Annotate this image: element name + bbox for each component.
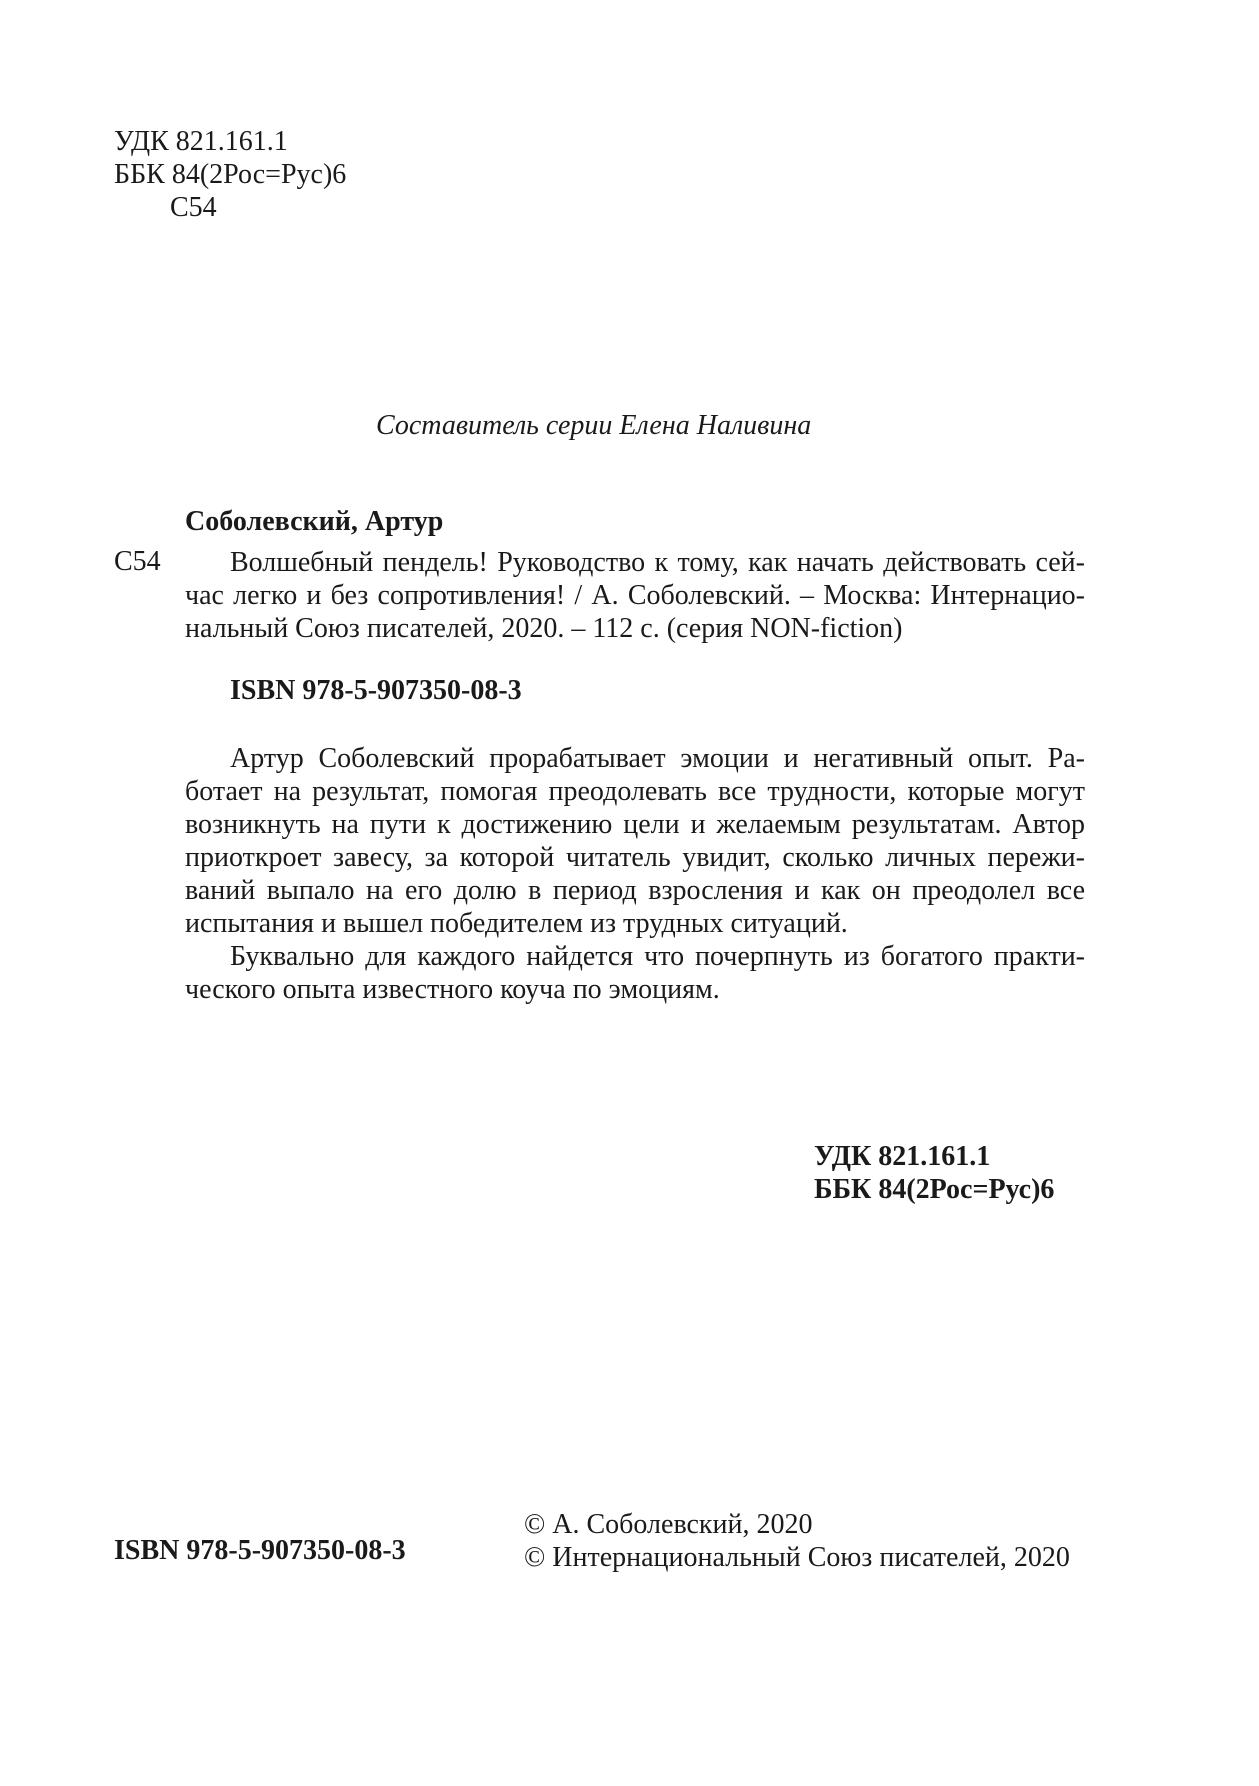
annotation-line: ческого опыта известного коуча по эмоциям.: [185, 974, 720, 1005]
top-author-code: С54: [170, 192, 217, 223]
top-bbk: ББК 84(2Рос=Рус)6: [114, 159, 347, 190]
annotation: [185, 742, 1085, 1006]
top-udk: УДК 821.161.1: [114, 126, 288, 157]
annotation-line: Буквально для каждого найдется что почерпнуть из богатого практи-: [230, 941, 1085, 972]
annotation-line: испытания и вышел победителем из трудных ситуаций.: [185, 908, 848, 939]
copyright-publisher: © Интернациональный Союз писателей, 2020: [524, 1542, 1070, 1573]
bottom-bbk: ББК 84(2Рос=Рус)6: [814, 1174, 1055, 1205]
annotation-line: приоткроет завесу, за которой читатель увидит, сколько личных пережи-: [185, 842, 1085, 873]
annotation-line: Артур Соболевский прорабатывает эмоции и негативный опыт. Ра-: [230, 743, 1085, 774]
series-compiler: Составитель серии Елена Наливина: [376, 410, 812, 441]
footer-isbn: ISBN 978-5-907350-08-3: [114, 1535, 406, 1566]
entry-author: Соболевский, Артур: [185, 506, 444, 537]
annotation-line: ботает на результат, помогая преодолевать все трудности, которые могут: [185, 776, 1085, 807]
copyright-author: © А. Соболевский, 2020: [524, 1509, 813, 1540]
entry-isbn: ISBN 978-5-907350-08-3: [230, 675, 522, 706]
bib-line: час легко и без сопротивления! / А. Соболевский. – Москва: Интернацио-: [185, 580, 1085, 611]
annotation-line: ваний выпало на его долю в период взросления и как он преодолел все: [185, 875, 1085, 906]
annotation-line: возникнуть на пути к достижению цели и желаемым результатам. Автор: [185, 809, 1085, 840]
bib-line: нальный Союз писателей, 2020. – 112 с. (серия NON-fiction): [185, 613, 903, 644]
bottom-udk: УДК 821.161.1: [814, 1141, 991, 1172]
bib-line: Волшебный пендель! Руководство к тому, как начать действовать сей-: [230, 547, 1085, 578]
entry-author-code: С54: [114, 546, 161, 577]
bibliographic-description: [185, 546, 1085, 645]
